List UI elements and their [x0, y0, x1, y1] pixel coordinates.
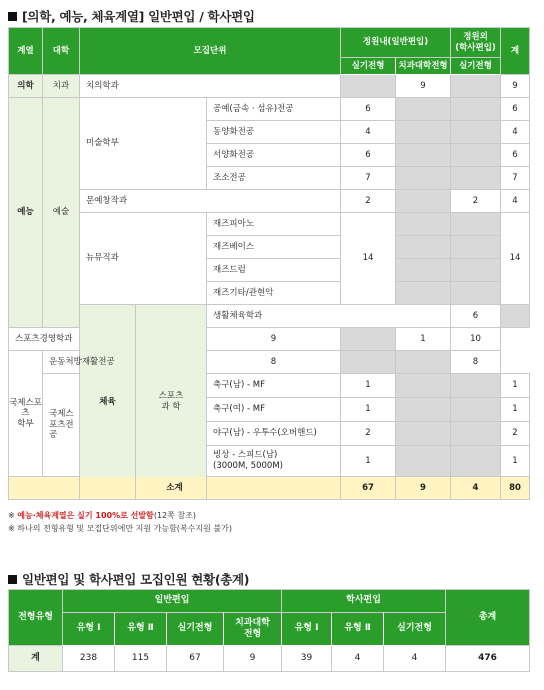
subtotal-practical: 67: [341, 477, 396, 500]
empty-cell: [451, 398, 501, 422]
sub-track: 축구(남) - MF: [207, 374, 341, 398]
empty-cell: [451, 282, 501, 305]
header-type: 전형유형: [9, 590, 63, 646]
note-1: ※ 예능·체육계열은 실기 100%로 선발함(12쪽 참조): [8, 511, 196, 520]
header-bachelor: 학사편입: [282, 590, 446, 613]
practical-value: 1: [341, 398, 396, 422]
field-arts: 예능: [9, 98, 43, 328]
value-cell: 115: [115, 646, 167, 672]
subtotal-dental: 9: [396, 477, 451, 500]
subtotal-label: 소계: [9, 477, 341, 500]
sub-track: 야구(남) - 우투수(오버핸드): [207, 422, 341, 446]
sub-header: 실기전형: [384, 613, 446, 646]
sub-header: 유형 Ⅰ: [63, 613, 115, 646]
value-cell: 4: [384, 646, 446, 672]
sub-track: 축구(여) - MF: [207, 398, 341, 422]
empty-cell: [451, 144, 501, 167]
header-field: 계열: [9, 28, 43, 75]
empty-cell: [341, 328, 396, 351]
square-bullet-icon: [8, 575, 17, 584]
subtotal-total: 80: [501, 477, 530, 500]
header-quota-out: 정원외 (학사편입): [451, 28, 501, 58]
header-unit: 모집단위: [80, 28, 341, 75]
value-cell: 39: [282, 646, 332, 672]
major-cell: 동양화전공: [207, 121, 341, 144]
total-value: 9: [501, 75, 530, 98]
dental-value: 9: [396, 75, 451, 98]
total-value: 2: [501, 422, 530, 446]
header-practical-out: 실기전형: [451, 58, 501, 75]
section2-title: 일반편입 및 학사편입 모집인원 현황(총계): [8, 570, 249, 588]
major-rehab: 운동처방재활전공: [43, 351, 136, 374]
practical-value: 9: [207, 328, 341, 351]
total-value: 4: [501, 190, 530, 213]
total-value: 7: [501, 167, 530, 190]
unit-life-sports: 생활체육학과: [207, 305, 451, 328]
practical-value: 1: [341, 446, 396, 477]
sub-header: 유형 Ⅰ: [282, 613, 332, 646]
total-value: 8: [451, 351, 501, 374]
empty-cell: [396, 422, 451, 446]
practical-value: 8: [207, 351, 341, 374]
header-quota-in: 정원내(일반편입): [341, 28, 451, 58]
practical-value: 6: [341, 98, 396, 121]
header-college: 대학: [43, 28, 80, 75]
value-cell: 67: [167, 646, 224, 672]
sub-header: 유형 Ⅱ: [332, 613, 384, 646]
unit-dentistry: 치의학과: [80, 75, 341, 98]
empty-cell: [396, 282, 451, 305]
field-medicine: 의학: [9, 75, 43, 98]
empty-cell: [451, 213, 501, 236]
college-dental: 치과: [43, 75, 80, 98]
unit-intl-sports: 국제스포츠 학부: [9, 351, 43, 477]
empty-cell: [451, 422, 501, 446]
header-dental: 치과대학전형: [396, 58, 451, 75]
total-value: 10: [451, 328, 501, 351]
practical-value: 6: [341, 144, 396, 167]
value-cell: 238: [63, 646, 115, 672]
total-value: 6: [501, 98, 530, 121]
major-intl-sports: 국제스포츠전공: [43, 374, 80, 477]
header-total: 계: [501, 28, 530, 75]
out-value: 2: [451, 190, 501, 213]
empty-cell: [396, 374, 451, 398]
major-cell: 조소전공: [207, 167, 341, 190]
summary-table: [8, 589, 530, 672]
empty-cell: [396, 121, 451, 144]
header-general: 일반편입: [63, 590, 282, 613]
section1-title: [의학, 예능, 체육계열] 일반편입 / 학사편입: [8, 7, 255, 25]
empty-cell: [396, 144, 451, 167]
row-label: 계: [9, 646, 63, 672]
value-cell: 9: [224, 646, 282, 672]
college-sports: 스포츠 과 학: [136, 305, 207, 500]
unit-creative-writing: 문예창작과: [80, 190, 341, 213]
practical-value: 7: [341, 167, 396, 190]
empty-cell: [396, 351, 451, 374]
unit-fine-arts: 미술학부: [80, 98, 207, 190]
unit-new-music: 뉴뮤직과: [80, 213, 207, 305]
header-grand-total: 총계: [446, 590, 530, 646]
square-bullet-icon: [8, 12, 17, 21]
total-value: 1: [501, 446, 530, 477]
total-value: 1: [501, 374, 530, 398]
empty-cell: [396, 190, 451, 213]
total-value: 4: [501, 121, 530, 144]
sub-header: 실기전형: [167, 613, 224, 646]
major-cell: 서양화전공: [207, 144, 341, 167]
empty-cell: [451, 259, 501, 282]
empty-cell: [341, 351, 396, 374]
total-value: 1: [501, 398, 530, 422]
total-value: 6: [501, 144, 530, 167]
subtotal-out: 4: [451, 477, 501, 500]
admission-quota-table: [8, 27, 530, 500]
empty-cell: [396, 98, 451, 121]
empty-cell: [396, 236, 451, 259]
empty-cell: [396, 398, 451, 422]
college-arts: 예술: [43, 98, 80, 328]
major-cell: 공예(금속 · 섬유)전공: [207, 98, 341, 121]
practical-value: 6: [451, 305, 501, 328]
empty-cell: [396, 259, 451, 282]
major-cell: 재즈베이스: [207, 236, 341, 259]
sub-track: 빙상 - 스피드(남) (3000M, 5000M): [207, 446, 341, 477]
total-value: 14: [501, 213, 530, 305]
major-cell: 재즈드럼: [207, 259, 341, 282]
grand-total-value: 476: [446, 646, 530, 672]
practical-value: 1: [341, 374, 396, 398]
out-value: 1: [396, 328, 451, 351]
empty-cell: [451, 98, 501, 121]
major-cell: 재즈기타/관현악: [207, 282, 341, 305]
empty-cell: [451, 236, 501, 259]
practical-value: 14: [341, 213, 396, 305]
header-practical: 실기전형: [341, 58, 396, 75]
empty-cell: [396, 167, 451, 190]
empty-cell: [396, 213, 451, 236]
empty-cell: [451, 121, 501, 144]
major-cell: 재즈피아노: [207, 213, 341, 236]
field-sports: 체육: [80, 305, 136, 500]
empty-cell: [451, 167, 501, 190]
practical-value: 2: [341, 422, 396, 446]
practical-value: 4: [341, 121, 396, 144]
empty-cell: [451, 75, 501, 98]
sub-header: 유형 Ⅱ: [115, 613, 167, 646]
note-2: ※ 하나의 전형유형 및 모집단위에만 지원 가능함(복수지원 불가): [8, 524, 232, 533]
empty-cell: [341, 75, 396, 98]
empty-cell: [396, 446, 451, 477]
empty-cell: [451, 374, 501, 398]
practical-value: 2: [341, 190, 396, 213]
sub-header: 치과대학 전형: [224, 613, 282, 646]
unit-sports-management: 스포츠경영학과: [9, 328, 136, 351]
empty-cell: [501, 305, 530, 328]
empty-cell: [451, 446, 501, 477]
value-cell: 4: [332, 646, 384, 672]
